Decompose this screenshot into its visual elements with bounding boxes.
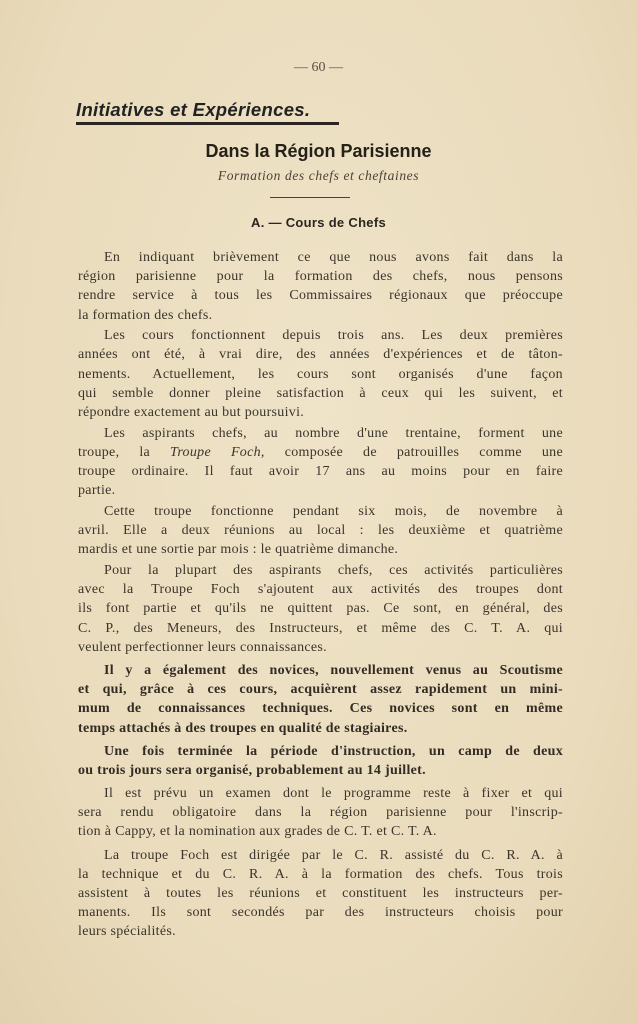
paragraph: [78, 846, 563, 942]
text-line: manents. Ils sont secondés par des instructeurs choisis pour: [78, 905, 563, 921]
text-line: Les cours fonctionnent depuis trois ans. Les deux premières: [104, 328, 563, 344]
text-line: nements. Actuellement, les cours sont organisés d'une façon: [78, 366, 563, 382]
section-title: Initiatives et Expériences.: [76, 99, 311, 120]
text-line: Les aspirants chefs, au nombre d'une trentaine, forment une: [104, 425, 563, 441]
text-line: la technique et du C. R. A. à la formation des chefs. Tous trois: [78, 866, 563, 882]
text-line: assistent à toutes les réunions et constituent les instructeurs per-: [78, 886, 563, 901]
text-line: avril. Elle a deux réunions au local : les deuxième et quatrième: [78, 523, 563, 539]
article-body: [78, 248, 563, 943]
paragraph: [78, 248, 563, 325]
text-line: sera rendu obligatoire dans la région parisienne pour l'inscrip-: [78, 805, 563, 821]
text-line: mum de connaissances techniques. Ces novices sont en même: [78, 701, 563, 717]
article-subtitle: Formation des chefs et cheftaines: [217, 168, 420, 183]
text-line: En indiquant brièvement ce que nous avons fait dans la: [104, 250, 563, 265]
text-line: qui semble donner pleine satisfaction à ceux qui les suivent, et: [78, 385, 563, 401]
text-line: partie.: [78, 483, 116, 499]
text-line: troupe ordinaire. Il faut avoir 17 ans au moins pour en faire: [78, 464, 563, 480]
text-line: rendre service à tous les Commissaires régionaux que préoccupe: [78, 288, 563, 304]
paragraph: [78, 661, 563, 738]
text-line: Il y a également des novices, nouvellement venus au Scoutisme: [104, 662, 563, 678]
divider: [270, 197, 350, 198]
page-number: — 60 —: [294, 60, 343, 75]
paragraph: [78, 502, 563, 560]
text-line: région parisienne pour la formation des chefs, nous pensons: [78, 269, 563, 285]
text-line: tion à Cappy, et la nomination aux grades de C. T. et C. T. A.: [78, 824, 437, 840]
paragraph: [78, 561, 563, 657]
text-line: leurs spécialités.: [78, 924, 176, 940]
text-line: La troupe Foch est dirigée par le C. R. assisté du C. R. A. à: [104, 847, 563, 863]
text-line: ils font partie et qu'ils ne quittent pas. Ce sont, en général, des: [78, 601, 563, 617]
text-line: répondre exactement au but poursuivi.: [78, 405, 305, 420]
paragraph: [78, 326, 563, 422]
text-line: ou trois jours sera organisé, probablement au 14 juillet.: [78, 762, 426, 778]
paragraph: [78, 784, 563, 842]
text-line: C. P., des Meneurs, des Instructeurs, et même des C. T. A. qui: [78, 620, 563, 636]
section-underline: [76, 122, 339, 125]
text-line: Cette troupe fonctionne pendant six mois, de novembre à: [104, 503, 563, 519]
article-title: Dans la Région Parisienne: [205, 141, 432, 161]
article-subheading: A. — Cours de Chefs: [251, 215, 386, 230]
text-line: et qui, grâce à ces cours, acquièrent assez rapidement un mini-: [78, 682, 563, 698]
paragraph: [78, 424, 563, 501]
text-line: troupe, la Troupe Foch, composée de patrouilles comme une: [78, 444, 563, 460]
text-line: mardis et une sortie par mois : le quatrième dimanche.: [78, 542, 399, 558]
text-line: avec la Troupe Foch s'ajoutent aux activités des troupes dont: [78, 582, 563, 598]
text-line: veulent perfectionner leurs connaissances.: [78, 639, 327, 655]
text-line: la formation des chefs.: [78, 307, 213, 323]
text-line: Il est prévu un examen dont le programme reste à fixer et qui: [104, 786, 563, 802]
text-line: temps attachés à des troupes en qualité de stagiaires.: [78, 720, 408, 736]
text-line: Une fois terminée la période d'instruction, un camp de deux: [104, 743, 563, 759]
text-line: Pour la plupart des aspirants chefs, ces activités particulières: [104, 563, 563, 578]
paragraph: [78, 742, 563, 780]
text-line: années ont été, à vrai dire, des années d'expériences et de tâton-: [78, 347, 563, 363]
